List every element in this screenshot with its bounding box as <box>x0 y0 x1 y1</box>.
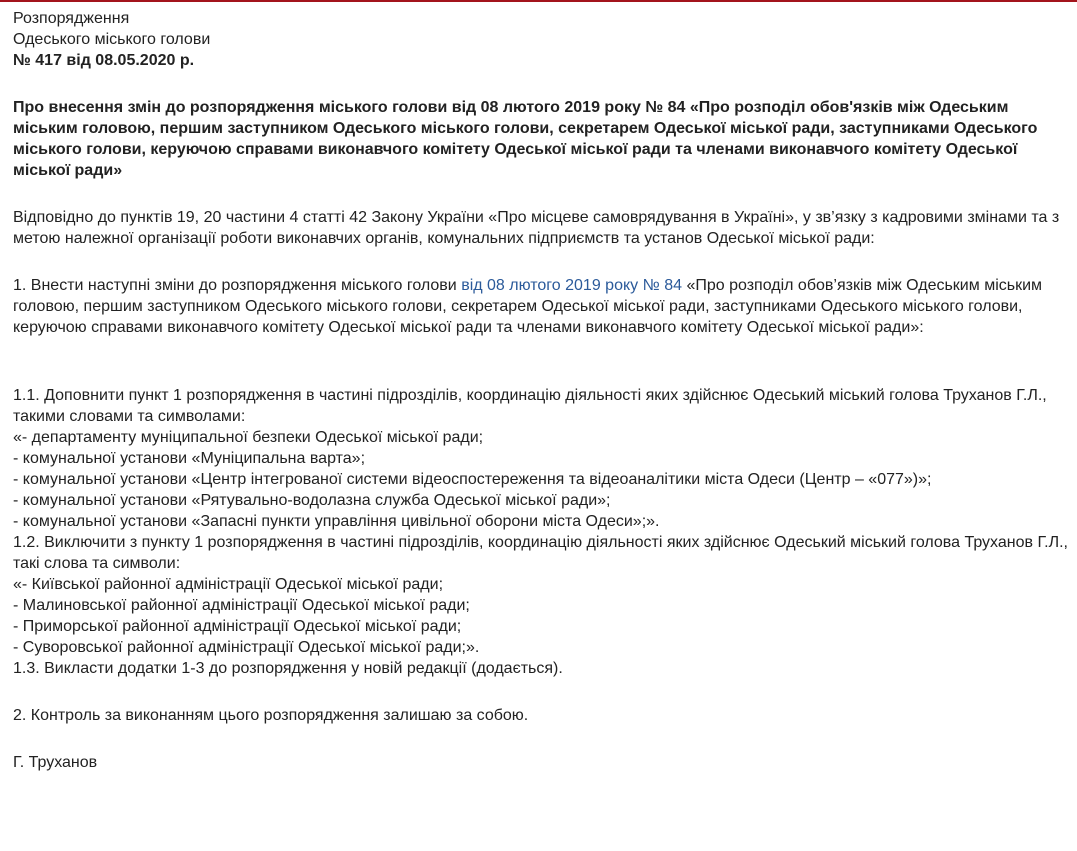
signature: Г. Труханов <box>13 754 98 771</box>
sub-item-add-2: - комунальної установи «Муніципальна варта»; <box>13 450 366 467</box>
top-border <box>0 0 1077 2</box>
item-1-prefix: 1. Внести наступні зміни до розпорядження міського голови <box>13 277 462 294</box>
sub-item-add-5: - комунальної установи «Запасні пункти управління цивільної оборони міста Одеси»;». <box>13 513 660 530</box>
document-body <box>13 8 1071 773</box>
preamble: Відповідно до пунктів 19, 20 частини 4 статті 42 Закону України «Про місцеве самоврядування в Україні», у зв’язку з кадровими змінами та з метою належної організації роботи виконавчих органів, комунальних підприємств та установ Одеської міської ради: <box>13 209 1060 247</box>
sub-item-add-3: - комунальної установи «Центр інтегрованої системи відеоспостереження та відеоаналітики міста Одеси (Центр – «077»)»; <box>13 471 932 488</box>
header-line-1: Розпорядження <box>13 10 130 27</box>
sub-item-add-4: - комунальної установи «Рятувально-водолазна служба Одеської міської ради»; <box>13 492 611 509</box>
document-title: Про внесення змін до розпорядження міського голови від 08 лютого 2019 року № 84 «Про розподіл обов'язків між Одеським міським головою, першим заступником Одеського міського голови, секретарем Одеської міської ради, заступниками Одеського міського голови, керуючою справами виконавчого комітету Одеської міської ради та членами виконавчого комітету Одеської міської ради» <box>13 99 1038 179</box>
item-1 <box>13 275 1071 338</box>
order-84-link[interactable]: від 08 лютого 2019 року № 84 <box>461 277 682 294</box>
sub-item-remove-4: - Суворовської районної адміністрації Одеської міської ради;». <box>13 639 480 656</box>
sub-item-add-1: «- департаменту муніципальної безпеки Одеської міської ради; <box>13 429 484 446</box>
sub-item-remove-2: - Малиновської районної адміністрації Одеської міської ради; <box>13 597 470 614</box>
item-2: 2. Контроль за виконанням цього розпорядження залишаю за собою. <box>13 707 529 724</box>
sub-item-1-3: 1.3. Викласти додатки 1-3 до розпорядження у новій редакції (додається). <box>13 660 563 677</box>
order-number-date: № 417 від 08.05.2020 р. <box>13 52 195 69</box>
sub-item-remove-3: - Приморської районної адміністрації Одеської міської ради; <box>13 618 462 635</box>
sub-item-remove-1: «- Київської районної адміністрації Одеської міської ради; <box>13 576 444 593</box>
sub-item-1-1: 1.1. Доповнити пункт 1 розпорядження в частині підрозділів, координацію діяльності яких здійснює Одеський міський голова Труханов Г.Л., такими словами та символами: <box>13 387 1047 425</box>
sub-items-list <box>13 385 1071 679</box>
sub-item-1-2: 1.2. Виключити з пункту 1 розпорядження в частині підрозділів, координацію діяльності яких здійснює Одеський міський голова Труханов Г.Л., такі слова та символи: <box>13 534 1068 572</box>
item-1-suffix: «Про розподіл обов’язків між Одеським міським головою, першим заступником Одеського міського голови, секретарем Одеської міської ради, заступниками Одеського міського голови, керуючою справами виконавчого комітету Одеської міської ради та членами виконавчого комітету Одеської міської ради»: <box>13 277 1043 336</box>
header-line-2: Одеського міського голови <box>13 31 211 48</box>
